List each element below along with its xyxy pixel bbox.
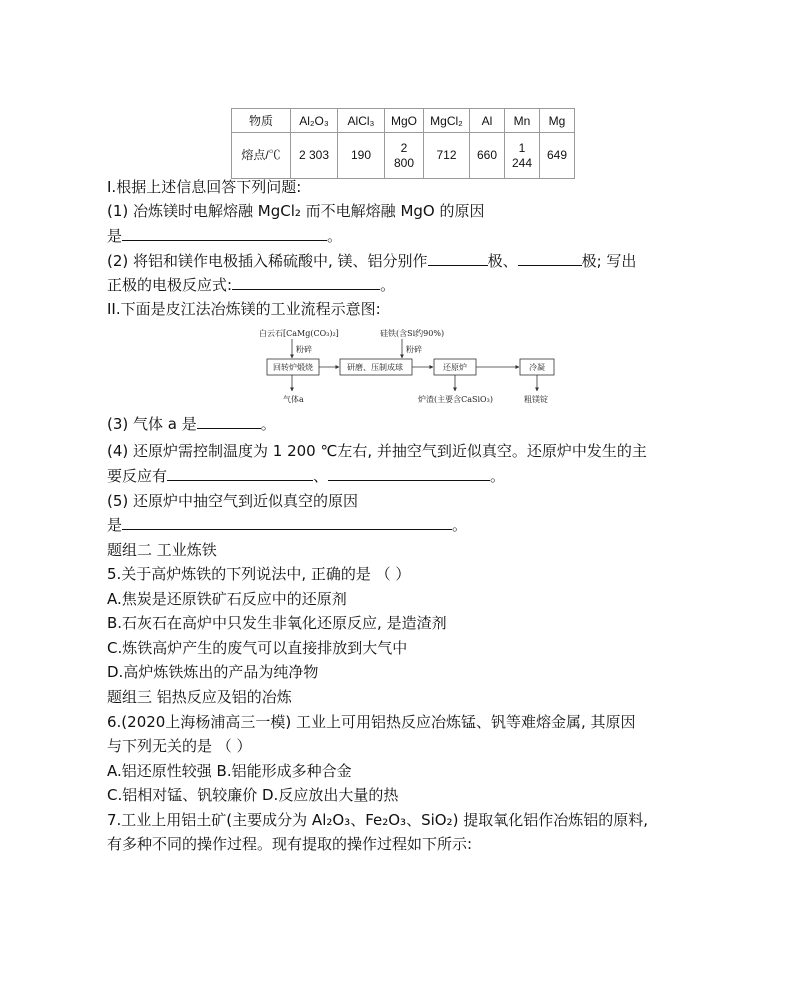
box3-label: 还原炉: [443, 363, 467, 372]
answer-blank[interactable]: [122, 225, 327, 241]
input-ferrosilicon-label: 硅铁(含Si约90%): [380, 329, 445, 338]
table-cell: Al₂O₃: [291, 109, 338, 133]
table-cell: Al: [470, 109, 505, 133]
table-cell: 2 303: [291, 133, 338, 179]
crush-label-2: 粉碎: [406, 345, 422, 354]
group-3-title: 题组三 铝热反应及铝的冶炼: [107, 688, 292, 706]
table-cell: 熔点/℃: [232, 133, 291, 179]
prefix-text: 是: [107, 227, 123, 245]
table-row: [232, 133, 575, 179]
q2-text-1: (2) 将铝和镁作电极插入稀硫酸中, 镁、铝分别作: [107, 252, 428, 270]
question-5-line-1: (5) 还原炉中抽空气到近似真空的原因: [107, 492, 359, 510]
suffix-text: 。: [260, 415, 276, 433]
prefix-text: (3) 气体 a 是: [107, 415, 197, 433]
question-5-line-2: [107, 514, 467, 536]
box2-label: 研磨、压制成球: [347, 363, 403, 372]
table-cell: AlCl₃: [338, 109, 385, 133]
answer-blank[interactable]: [167, 465, 313, 481]
separator-text: 、: [313, 467, 329, 485]
pidgeon-process-flow-diagram: [255, 324, 575, 408]
table-cell: 660: [470, 133, 505, 179]
q2-text-3: 极; 写出: [581, 252, 637, 270]
crush-label-1: 粉碎: [296, 345, 312, 354]
part-i-heading: I.根据上述信息回答下列问题:: [107, 178, 302, 196]
table-cell: 2 800: [385, 133, 424, 179]
suffix-text: 。: [490, 467, 506, 485]
question-1-line-1: (1) 冶炼镁时电解熔融 MgCl₂ 而不电解熔融 MgO 的原因: [107, 202, 485, 220]
table-cell: MgCl₂: [424, 109, 470, 133]
q2-text-2: 极、: [487, 252, 518, 270]
answer-blank[interactable]: [197, 413, 261, 429]
table-cell: 物质: [232, 109, 291, 133]
table-cell: 649: [540, 133, 575, 179]
part-ii-heading: II.下面是皮江法冶炼镁的工业流程示意图:: [107, 300, 381, 318]
box1-label: 回转炉煅烧: [273, 363, 313, 372]
question-1-line-2: [107, 225, 342, 247]
option-c: C.炼铁高炉产生的废气可以直接排放到大气中: [107, 639, 408, 657]
question-4-line-1: (4) 还原炉需控制温度为 1 200 ℃左右, 并抽空气到近似真空。还原炉中发生的主: [107, 442, 647, 460]
table-cell: 190: [338, 133, 385, 179]
box4-label: 冷凝: [529, 363, 545, 372]
input-dolomite-label: 白云石[CaMg(CO₃)₂]: [259, 329, 339, 338]
question-5-stem: 5.关于高炉炼铁的下列说法中, 正确的是 （ ）: [107, 565, 411, 583]
option-a: A.焦炭是还原铁矿石反应中的还原剂: [107, 590, 347, 608]
group-2-title: 题组二 工业炼铁: [107, 541, 217, 559]
prefix-text: 正极的电极反应式:: [107, 276, 233, 294]
table-cell: Mn: [505, 109, 540, 133]
question-6-line-1: 6.(2020上海杨浦高三一模) 工业上可用铝热反应冶炼锰、钒等难熔金属, 其原因: [107, 713, 636, 731]
answer-blank[interactable]: [518, 250, 582, 266]
question-7-line-2: 有多种不同的操作过程。现有提取的操作过程如下所示:: [107, 835, 473, 853]
melting-point-table: [231, 108, 575, 179]
table-header-row: [232, 109, 575, 133]
question-4-line-2: [107, 465, 505, 487]
question-3: [107, 413, 276, 435]
table-cell: MgO: [385, 109, 424, 133]
question-7-line-1: 7.工业上用铝土矿(主要成分为 Al₂O₃、Fe₂O₃、SiO₂) 提取氧化铝作冶炼铝的原料,: [107, 811, 648, 829]
prefix-text: 要反应有: [107, 467, 168, 485]
output-gas-label: 气体a: [283, 395, 304, 404]
option-b: B.石灰石在高炉中只发生非氧化还原反应, 是造渣剂: [107, 614, 447, 632]
suffix-text: 。: [452, 516, 468, 534]
answer-blank[interactable]: [428, 250, 488, 266]
output-crude-mg-label: 粗镁锭: [524, 395, 548, 404]
answer-blank[interactable]: [232, 274, 380, 290]
options-a-b: A.铝还原性较强 B.铝能形成多种合金: [107, 762, 352, 780]
answer-blank[interactable]: [122, 514, 452, 530]
table-cell: Mg: [540, 109, 575, 133]
options-c-d: C.铝相对锰、钒较廉价 D.反应放出大量的热: [107, 786, 399, 804]
output-slag-label: 炉渣(主要含CaSiO₃): [418, 395, 493, 404]
question-2-line-2: [107, 274, 395, 296]
prefix-text: 是: [107, 516, 123, 534]
question-2-line-1: [107, 250, 636, 272]
suffix-text: 。: [380, 276, 396, 294]
suffix-text: 。: [327, 227, 343, 245]
question-6-line-2: 与下列无关的是 （ ）: [107, 737, 252, 755]
option-d: D.高炉炼铁炼出的产品为纯净物: [107, 663, 319, 681]
answer-blank[interactable]: [328, 465, 490, 481]
table-cell: 712: [424, 133, 470, 179]
table-cell: 1 244: [505, 133, 540, 179]
